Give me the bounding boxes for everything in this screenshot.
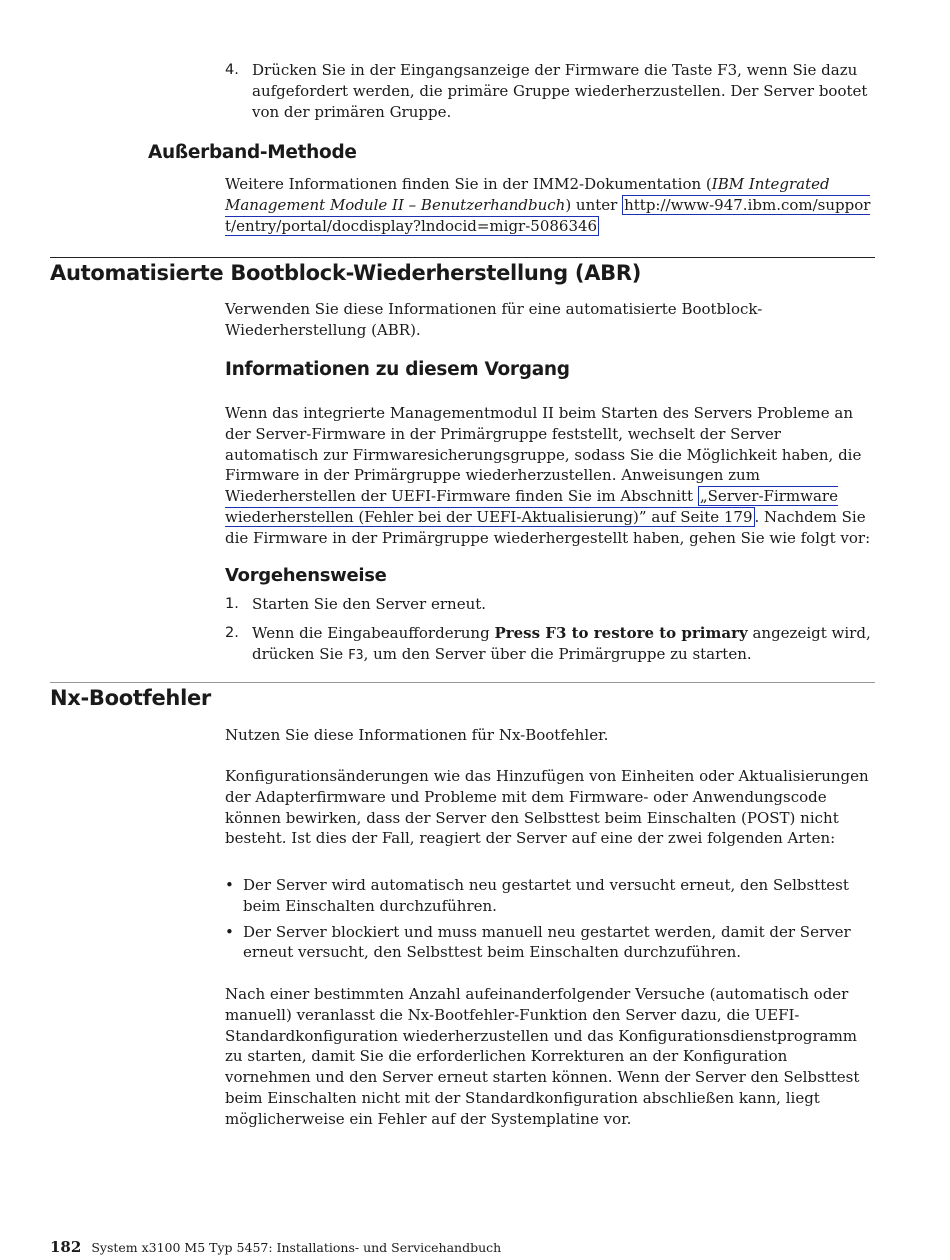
list-item [225,623,880,667]
list-item [225,922,875,964]
footer-title: System x3100 M5 Typ 5457: Installations- und Servicehandbuch [91,1240,502,1255]
step-text-before: Wenn die Eingabeaufforderung [252,623,495,642]
section-heading-nx: Nx-Bootfehler [50,686,211,710]
ausserband-text-mid: ) unter [565,195,623,214]
step-number: 4. [225,62,239,78]
bullet-text: Der Server wird automatisch neu gestartet und versucht erneut, den Selbsttest beim Einschalten durchzuführen. [243,876,849,915]
step-text: Starten Sie den Server erneut. [252,595,487,613]
list-item [225,875,875,917]
section-divider [50,257,875,258]
nx-paragraph-2: Nach einer bestimmten Anzahl aufeinanderfolgender Versuche (automatisch oder manuell) veranlasst die Nx-Bootfehler-Funktion den Server dazu, die UEFI-Standardkonfiguration wiederherzustellen und das Konfigurationsdienstprogramm zu starten, damit Sie die erforderlichen Korrekturen an der Konfiguration vornehmen und den Server erneut starten können. Wenn der Server den Selbsttest beim Einschalten nicht mit der Standardkonfiguration abschließen kann, liegt möglicherweise ein Fehler auf der Systemplatine vor. [225,985,860,1128]
firmware-restore-link[interactable]: „Server-Firmware wiederherstellen (Fehler bei der UEFI-Aktualisierung)” auf Seite 179 [225,487,838,526]
imm2-doc-link[interactable]: http://www-947.ibm.com/support/entry/portal/docdisplay?lndocid=migr-5086346 [225,195,871,235]
doc-title: IBM Integrated Management Module II – Benutzerhandbuch [225,175,830,214]
heading-vorgehensweise: Vorgehensweise [225,565,387,586]
page-number: 182 [50,1238,82,1256]
step-number: 1. [225,596,239,612]
bullet-text: Der Server blockiert und muss manuell neu gestartet werden, damit der Server erneut versucht, den Selbsttest beim Einschalten durchzuführen. [243,922,851,962]
ausserband-paragraph [225,174,875,236]
procedure-steps [225,594,880,666]
heading-info-vorgang: Informationen zu diesem Vorgang [225,359,570,380]
step-text-after: , um den Server über die Primärgruppe zu starten. [363,644,752,663]
bullet-icon: • [225,922,234,941]
bullet-icon: • [225,876,234,894]
nx-bullet-list [225,875,875,963]
info-text-after: . Nachdem Sie die Firmware in der Primärgruppe wiederhergestellt haben, gehen Sie wie folgt vor: [225,507,871,547]
step-text-mid: angezeigt wird, drücken Sie [252,623,871,663]
list-item [225,60,880,122]
prompt-text: Press F3 to restore to primary [494,623,748,642]
abr-info-paragraph [225,403,875,549]
nx-intro: Nutzen Sie diese Informationen für Nx-Bootfehler. [225,726,609,744]
step-text: Drücken Sie in der Eingangsanzeige der Firmware die Taste F3, wenn Sie dazu aufgefordert werden, die primäre Gruppe wiederherzustellen. Der Server bootet von der primären Gruppe. [252,61,868,121]
section-heading-abr: Automatisierte Bootblock-Wiederherstellung (ABR) [50,261,642,285]
step-list-previous [225,60,880,122]
step-number: 2. [225,624,239,641]
abr-intro: Verwenden Sie diese Informationen für eine automatisierte Bootblock-Wiederherstellung (ABR). [225,300,763,339]
section-divider [50,682,875,683]
list-item [225,594,880,615]
ausserband-text-before: Weitere Informationen finden Sie in der IMM2-Dokumentation ( [225,175,712,193]
section-heading-ausserband: Außerband-Methode [148,142,357,163]
page-footer [50,1237,501,1256]
key-f3: F3 [347,647,364,663]
info-text-before: Wenn das integrierte Managementmodul II beim Starten des Servers Probleme an der Server-Firmware in der Primärgruppe feststellt, wechselt der Server automatisch zur Firmwaresicherungsgruppe, sodass Sie die Möglichkeit haben, die Firmware in der Primärgruppe wiederherzustellen. Anweisungen zum Wiederherstellen der UEFI-Firmware finden Sie im Abschnitt [225,404,862,506]
nx-paragraph-1: Konfigurationsänderungen wie das Hinzufügen von Einheiten oder Aktualisierungen der Adapterfirmware und Probleme mit dem Firmware- oder Anwendungscode können bewirken, dass der Server den Selbsttest beim Einschalten (POST) nicht besteht. Ist dies der Fall, reagiert der Server auf eine der zwei folgenden Arten: [225,767,869,848]
